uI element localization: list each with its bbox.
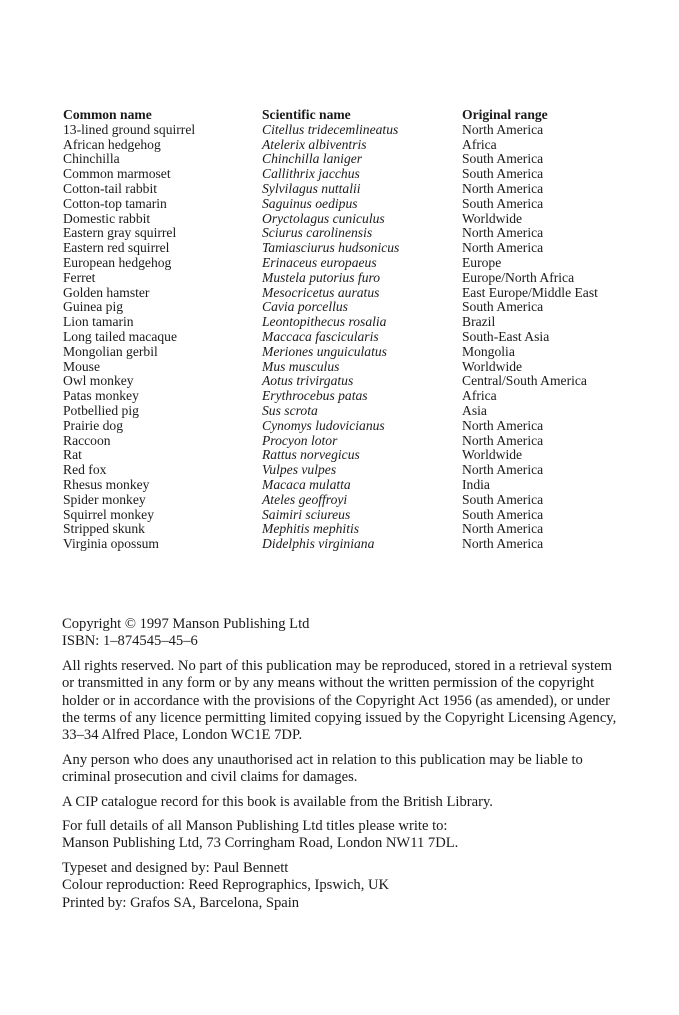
scientific-name-cell: Saguinus oedipus — [262, 195, 358, 211]
scientific-name-cell: Erythrocebus patas — [262, 388, 368, 404]
table-row — [63, 434, 623, 449]
species-table — [63, 108, 623, 552]
table-row — [63, 152, 623, 167]
common-name-cell: Chinchilla — [63, 151, 120, 167]
details-line-2: Manson Publishing Ltd, 73 Corringham Road, London NW11 7DL. — [62, 835, 459, 852]
table-row — [63, 226, 623, 241]
common-name-cell: Potbellied pig — [63, 402, 139, 418]
scientific-name-cell: Cynomys ludovicianus — [262, 417, 385, 433]
common-name-cell: Common marmoset — [63, 166, 171, 182]
scientific-name-cell: Erinaceus europaeus — [262, 254, 377, 270]
original-range-cell: North America — [462, 432, 544, 448]
original-range-cell: South America — [462, 299, 544, 315]
original-range-cell: Mongolia — [462, 343, 515, 359]
scientific-name-cell: Callithrix jacchus — [262, 166, 360, 182]
original-range-cell: North America — [462, 225, 544, 241]
table-row — [63, 537, 623, 552]
scientific-name-cell: Sciurus carolinensis — [262, 225, 373, 241]
common-name-cell: Cotton-top tamarin — [63, 195, 167, 211]
original-range-cell: South America — [462, 506, 544, 522]
common-name-cell: Long tailed macaque — [63, 328, 177, 344]
common-name-cell: Domestic rabbit — [63, 210, 151, 226]
common-name-cell: Eastern gray squirrel — [63, 225, 177, 241]
common-name-cell: Golden hamster — [63, 284, 150, 300]
original-range-cell: Worldwide — [462, 210, 523, 226]
table-row — [63, 300, 623, 315]
common-name-cell: Red fox — [63, 462, 107, 478]
common-name-cell: Virginia opossum — [63, 536, 159, 552]
scientific-name-cell: Rattus norvegicus — [262, 447, 360, 463]
original-range-cell: Africa — [462, 388, 497, 404]
table-row — [63, 241, 623, 256]
copyright-block — [62, 616, 622, 912]
details-line-1: For full details of all Manson Publishing Ltd titles please write to: — [62, 818, 448, 835]
original-range-cell: North America — [462, 121, 544, 137]
table-body — [63, 123, 623, 552]
scientific-name-cell: Mesocricetus auratus — [262, 284, 380, 300]
original-range-cell: North America — [462, 521, 544, 537]
common-name-cell: Spider monkey — [63, 491, 146, 507]
table-row — [63, 360, 623, 375]
common-name-cell: Eastern red squirrel — [63, 240, 170, 256]
common-name-cell: African hedgehog — [63, 136, 161, 152]
original-range-cell: South America — [462, 151, 544, 167]
original-range-cell: South America — [462, 166, 544, 182]
common-name-cell: Squirrel monkey — [63, 506, 154, 522]
scientific-name-cell: Oryctolagus cuniculus — [262, 210, 385, 226]
common-name-cell: Stripped skunk — [63, 521, 145, 537]
common-name-cell: Owl monkey — [63, 373, 134, 389]
original-range-cell: South America — [462, 491, 544, 507]
scientific-name-cell: Vulpes vulpes — [262, 462, 337, 478]
header-original-range: Original range — [462, 107, 548, 122]
common-name-cell: Cotton-tail rabbit — [63, 180, 158, 196]
table-row — [63, 374, 623, 389]
common-name-cell: European hedgehog — [63, 254, 172, 270]
scientific-name-cell: Mephitis mephitis — [262, 521, 360, 537]
table-row — [63, 478, 623, 493]
original-range-cell: India — [462, 476, 490, 492]
scientific-name-cell: Saimiri sciureus — [262, 506, 351, 522]
original-range-cell: South-East Asia — [462, 328, 550, 344]
liability-paragraph: Any person who does any unauthorised act in relation to this publication may be liable to criminal prosecution and civil claims for damages. — [62, 751, 583, 786]
copyright-line: Copyright © 1997 Manson Publishing Ltd — [62, 616, 310, 632]
original-range-cell: Worldwide — [462, 358, 523, 374]
table-header-row — [63, 108, 623, 123]
table-row — [63, 123, 623, 138]
scientific-name-cell: Ateles geoffroyi — [262, 491, 348, 507]
table-row — [63, 256, 623, 271]
original-range-cell: Central/South America — [462, 373, 587, 389]
table-row — [63, 508, 623, 523]
table-row — [63, 167, 623, 182]
original-range-cell: North America — [462, 240, 544, 256]
original-range-cell: Europe — [462, 254, 502, 270]
header-common-name: Common name — [63, 107, 152, 122]
scientific-name-cell: Aotus trivirgatus — [262, 373, 354, 389]
scientific-name-cell: Mus musculus — [262, 358, 340, 374]
printer-credit: Printed by: Grafos SA, Barcelona, Spain — [62, 894, 300, 911]
table-row — [63, 197, 623, 212]
original-range-cell: South America — [462, 195, 544, 211]
table-row — [63, 345, 623, 360]
scientific-name-cell: Macaca mulatta — [262, 476, 351, 492]
common-name-cell: Ferret — [63, 269, 96, 285]
rights-paragraph: All rights reserved. No part of this publication may be reproduced, stored in a retrieval system or transmitted in any form or by any means without the written permission of the copyright holder or in accordance with the provisions of the Copyright Act 1956 (as amended), or under the terms of any licence permitting limited copying issued by the Copyright Licensing Agency, 33–34 Alfred Place, London WC1E 7DP. — [62, 657, 617, 744]
table-row — [63, 286, 623, 301]
common-name-cell: Patas monkey — [63, 388, 139, 404]
table-row — [63, 138, 623, 153]
scientific-name-cell: Tamiasciurus hudsonicus — [262, 240, 400, 256]
original-range-cell: Europe/North Africa — [462, 269, 575, 285]
scientific-name-cell: Chinchilla laniger — [262, 151, 363, 167]
scientific-name-cell: Sylvilagus nuttalii — [262, 180, 361, 196]
table-row — [63, 493, 623, 508]
isbn-line: ISBN: 1–874545–45–6 — [62, 633, 198, 650]
table-row — [63, 212, 623, 227]
common-name-cell: Prairie dog — [63, 417, 124, 433]
table-row — [63, 389, 623, 404]
common-name-cell: Raccoon — [63, 432, 111, 448]
common-name-cell: Mouse — [63, 358, 101, 374]
original-range-cell: Africa — [462, 136, 497, 152]
common-name-cell: Rhesus monkey — [63, 476, 150, 492]
table-row — [63, 448, 623, 463]
scientific-name-cell: Atelerix albiventris — [262, 136, 367, 152]
original-range-cell: North America — [462, 536, 544, 552]
table-row — [63, 419, 623, 434]
common-name-cell: Mongolian gerbil — [63, 343, 158, 359]
common-name-cell: Guinea pig — [63, 299, 124, 315]
table-row — [63, 330, 623, 345]
scientific-name-cell: Cavia porcellus — [262, 299, 348, 315]
original-range-cell: North America — [462, 180, 544, 196]
table-row — [63, 404, 623, 419]
original-range-cell: Worldwide — [462, 447, 523, 463]
common-name-cell: Lion tamarin — [63, 314, 134, 330]
common-name-cell: Rat — [63, 447, 82, 463]
original-range-cell: Brazil — [462, 314, 496, 330]
scientific-name-cell: Didelphis virginiana — [262, 536, 375, 552]
scientific-name-cell: Procyon lotor — [262, 432, 338, 448]
header-scientific-name: Scientific name — [262, 107, 351, 122]
original-range-cell: North America — [462, 462, 544, 478]
scientific-name-cell: Mustela putorius furo — [262, 269, 381, 285]
typeset-credit: Typeset and designed by: Paul Bennett — [62, 859, 289, 876]
table-row — [63, 271, 623, 286]
table-row — [63, 315, 623, 330]
original-range-cell: East Europe/Middle East — [462, 284, 598, 300]
scientific-name-cell: Citellus tridecemlineatus — [262, 121, 399, 137]
original-range-cell: North America — [462, 417, 544, 433]
scientific-name-cell: Sus scrota — [262, 402, 318, 418]
table-row — [63, 182, 623, 197]
common-name-cell: 13-lined ground squirrel — [63, 121, 196, 137]
colour-credit: Colour reproduction: Reed Reprographics, Ipswich, UK — [62, 877, 390, 894]
scientific-name-cell: Leontopithecus rosalia — [262, 314, 387, 330]
table-row — [63, 522, 623, 537]
original-range-cell: Asia — [462, 402, 487, 418]
cip-paragraph: A CIP catalogue record for this book is available from the British Library. — [62, 793, 493, 810]
scientific-name-cell: Meriones unguiculatus — [262, 343, 387, 359]
table-row — [63, 463, 623, 478]
scientific-name-cell: Maccaca fascicularis — [262, 328, 379, 344]
